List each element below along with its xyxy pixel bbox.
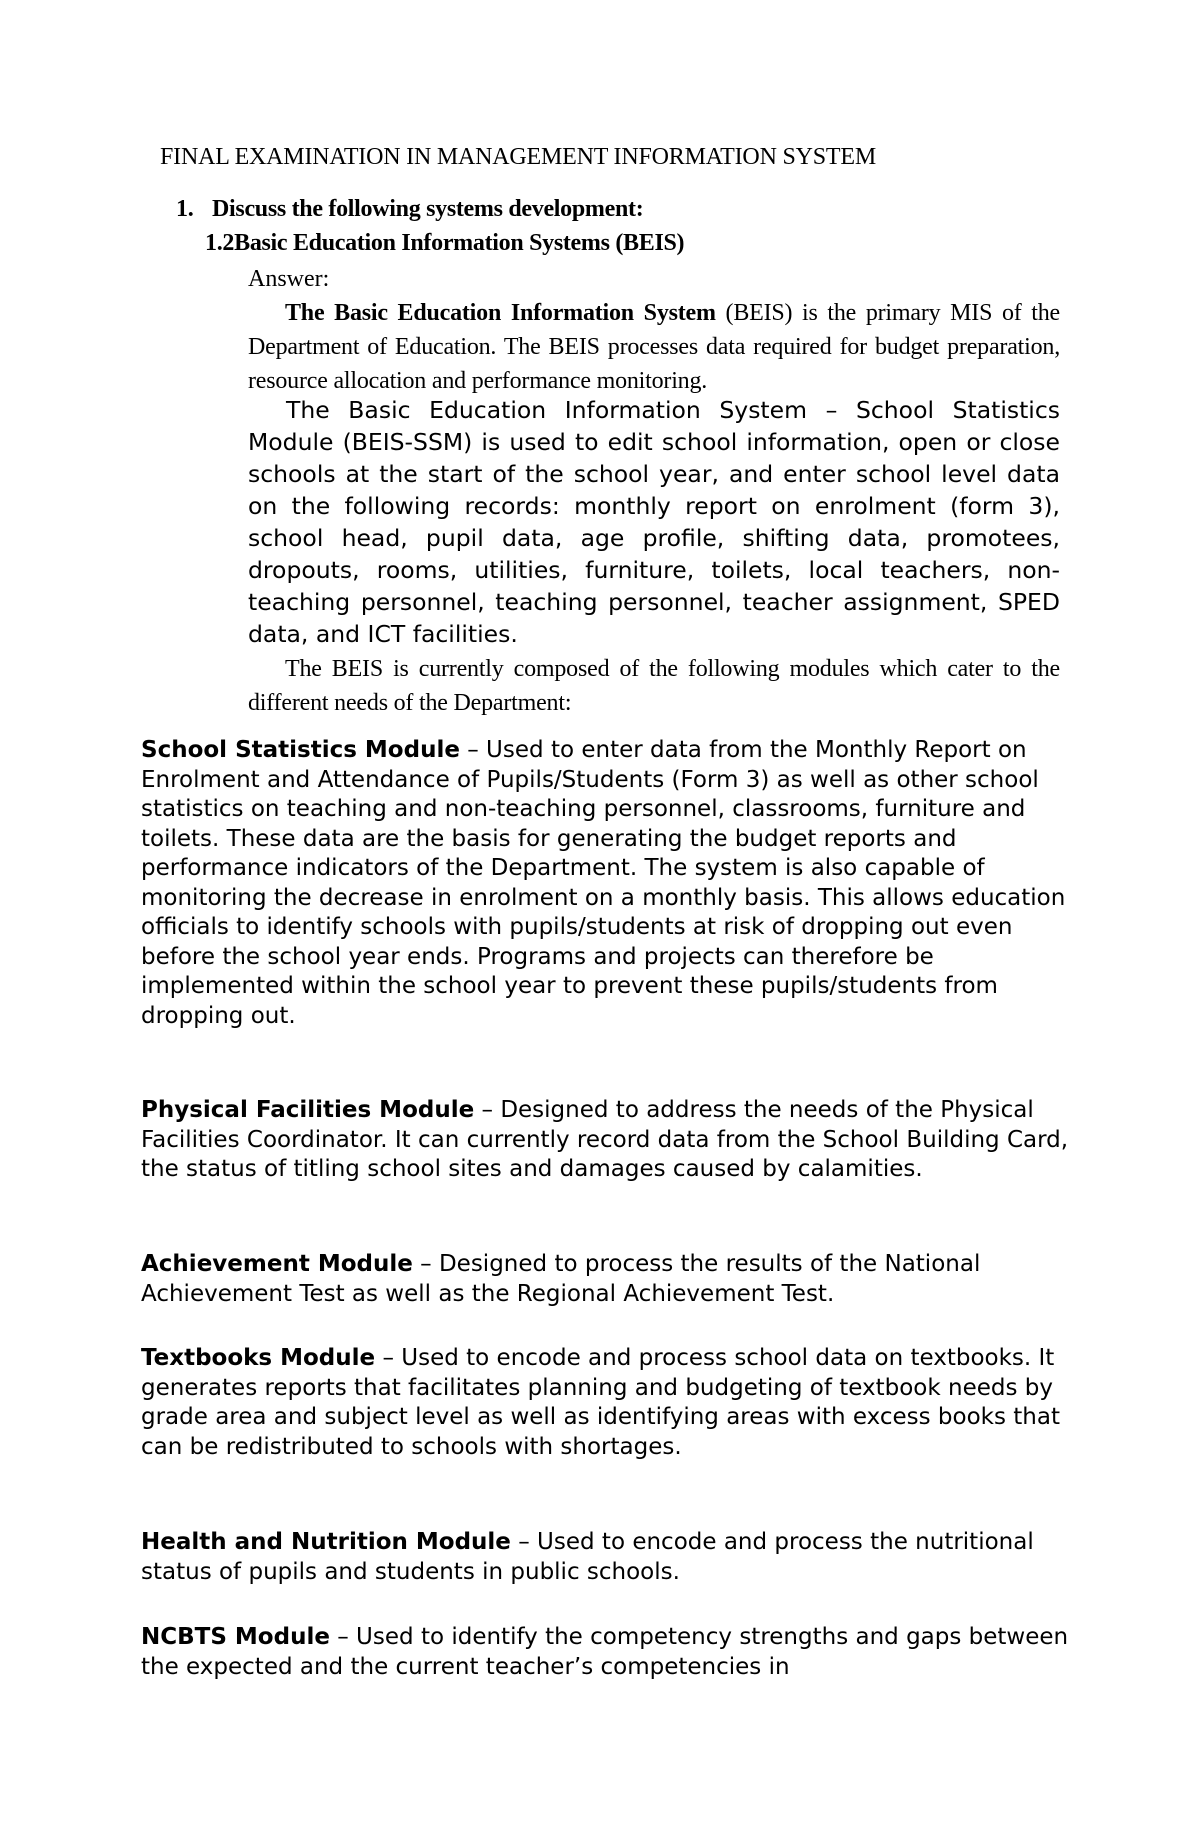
module-name: Achievement Module xyxy=(141,1251,413,1277)
question-heading xyxy=(176,194,643,224)
module-description: – Designed to process the results of the National Achievement Test as well as the Regional Achievement Test. xyxy=(141,1251,981,1307)
question-number: 1. xyxy=(176,196,194,222)
subquestion-text: Basic Education Information Systems (BEIS) xyxy=(234,230,685,256)
subquestion-heading xyxy=(205,228,684,258)
answer-paragraph-2: The Basic Education Information System – School Statistics Module (BEIS-SSM) is used to edit school information, open or close schools at the start of the school year, and enter school level data on the following records: monthly report on enrolment (form 3), school head, pupil data, age profile, shifting data, promotees, dropouts, rooms, utilities, furniture, toilets, local teachers, non-teaching personnel, teaching personnel, teacher assignment, SPED data, and ICT facilities. xyxy=(248,396,1060,648)
module-name: Physical Facilities Module xyxy=(141,1097,475,1123)
module-entry xyxy=(141,1344,1071,1462)
module-name: Textbooks Module xyxy=(141,1345,376,1371)
module-description: – Used to identify the competency strengths and gaps between the expected and the current teacher’s competencies in xyxy=(141,1624,1069,1680)
module-entry xyxy=(141,1623,1071,1682)
module-description: – Designed to address the needs of the Physical Facilities Coordinator. It can currently record data from the School Building Card, the status of titling school sites and damages caused by calamities. xyxy=(141,1097,1069,1182)
module-entry xyxy=(141,1528,1071,1587)
module-description: – Used to enter data from the Monthly Report on Enrolment and Attendance of Pupils/Students (Form 3) as well as other school statistics on teaching and non-teaching personnel, classrooms, furniture and toilets. These data are the basis for generating the budget reports and performance indicators of the Department. The system is also capable of monitoring the decrease in enrolment on a monthly basis. This allows education officials to identify schools with pupils/students at risk of dropping out even before the school year ends. Programs and projects can therefore be implemented within the school year to prevent these pupils/students from dropping out. xyxy=(141,737,1066,1029)
answer-paragraph-1 xyxy=(248,296,1060,398)
answer-paragraph-3: The BEIS is currently composed of the following modules which cater to the different needs of the Department: xyxy=(248,656,1060,716)
module-description: – Used to encode and process school data on textbooks. It generates reports that facilitates planning and budgeting of textbook needs by grade area and subject level as well as identifying areas with excess books that can be redistributed to schools with shortages. xyxy=(141,1345,1060,1460)
module-entry xyxy=(141,1096,1071,1185)
answer-paragraph-1-lead: The Basic Education Information System xyxy=(285,300,716,326)
exam-title: FINAL EXAMINATION IN MANAGEMENT INFORMATION SYSTEM xyxy=(160,144,876,170)
module-name: NCBTS Module xyxy=(141,1624,330,1650)
question-text: Discuss the following systems development: xyxy=(212,196,644,222)
module-entry xyxy=(141,1250,1071,1309)
answer-paragraph-1-rest: (BEIS) is the primary MIS of the Department of Education. The BEIS processes data required for budget preparation, resource allocation and performance monitoring. xyxy=(248,300,1060,394)
module-entry xyxy=(141,736,1071,1031)
answer-label: Answer: xyxy=(248,266,330,292)
module-description: – Used to encode and process the nutritional status of pupils and students in public schools. xyxy=(141,1529,1034,1585)
module-name: Health and Nutrition Module xyxy=(141,1529,511,1555)
module-name: School Statistics Module xyxy=(141,737,460,763)
subquestion-number: 1.2 xyxy=(205,230,235,256)
